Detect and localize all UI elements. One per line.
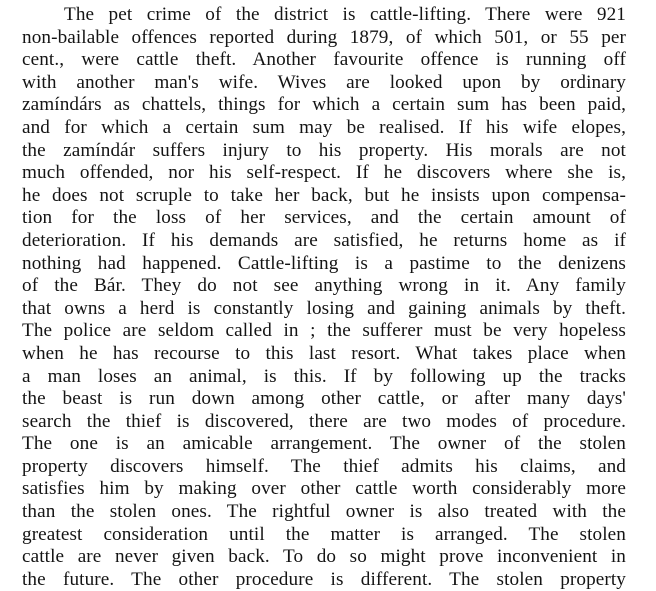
text-line: The pet crime of the district is cattle-lifting. There were 921 [64,4,626,25]
text-line: cattle are never given back. To do so might prove inconvenient in [22,546,626,568]
text-line: deterioration. If his demands are satisfied, he returns home as if [22,229,626,251]
text-line: the beast is run down among other cattle, or after many days' [22,388,626,410]
text-line: cent., were cattle theft. Another favourite offence is running off [22,49,626,71]
text-line: The one is an amicable arrangement. The owner of the stolen [22,433,626,455]
text-line: property discovers himself. The thief admits his claims, and [22,455,626,477]
text-line: search the thief is discovered, there are two modes of procedure. [22,410,626,432]
text-line: zamíndárs as chattels, things for which a certain sum has been paid, [22,94,626,116]
text-line: when he has recourse to this last resort. What takes place when [22,342,626,364]
text-line: nothing had happened. Cattle-lifting is a pastime to the denizens [22,252,626,274]
text-line: The police are seldom called in ; the sufferer must be very hopeless [22,320,626,342]
text-line: satisfies him by making over other cattle worth considerably more [22,478,626,500]
text-line: of the Bár. They do not see anything wrong in it. Any family [22,275,626,297]
text-line: the future. The other procedure is different. The stolen property [22,568,626,590]
body-paragraph [22,4,626,591]
text-line: greatest consideration until the matter is arranged. The stolen [22,523,626,545]
text-line: than the stolen ones. The rightful owner is also treated with the [22,501,626,523]
text-line: with another man's wife. Wives are looked upon by ordinary [22,71,626,93]
text-line: much offended, nor his self-respect. If he discovers where she is, [22,162,626,184]
text-line: the zamíndár suffers injury to his property. His morals are not [22,139,626,161]
text-line: that owns a herd is constantly losing and gaining animals by theft. [22,297,626,319]
text-line: tion for the loss of her services, and the certain amount of [22,207,626,229]
text-line: a man loses an animal, is this. If by following up the tracks [22,365,626,387]
text-line: and for which a certain sum may be realised. If his wife elopes, [22,116,626,138]
text-line: he does not scruple to take her back, but he insists upon compensa- [22,184,626,206]
text-line: non-bailable offences reported during 1879, of which 501, or 55 per [22,26,626,48]
